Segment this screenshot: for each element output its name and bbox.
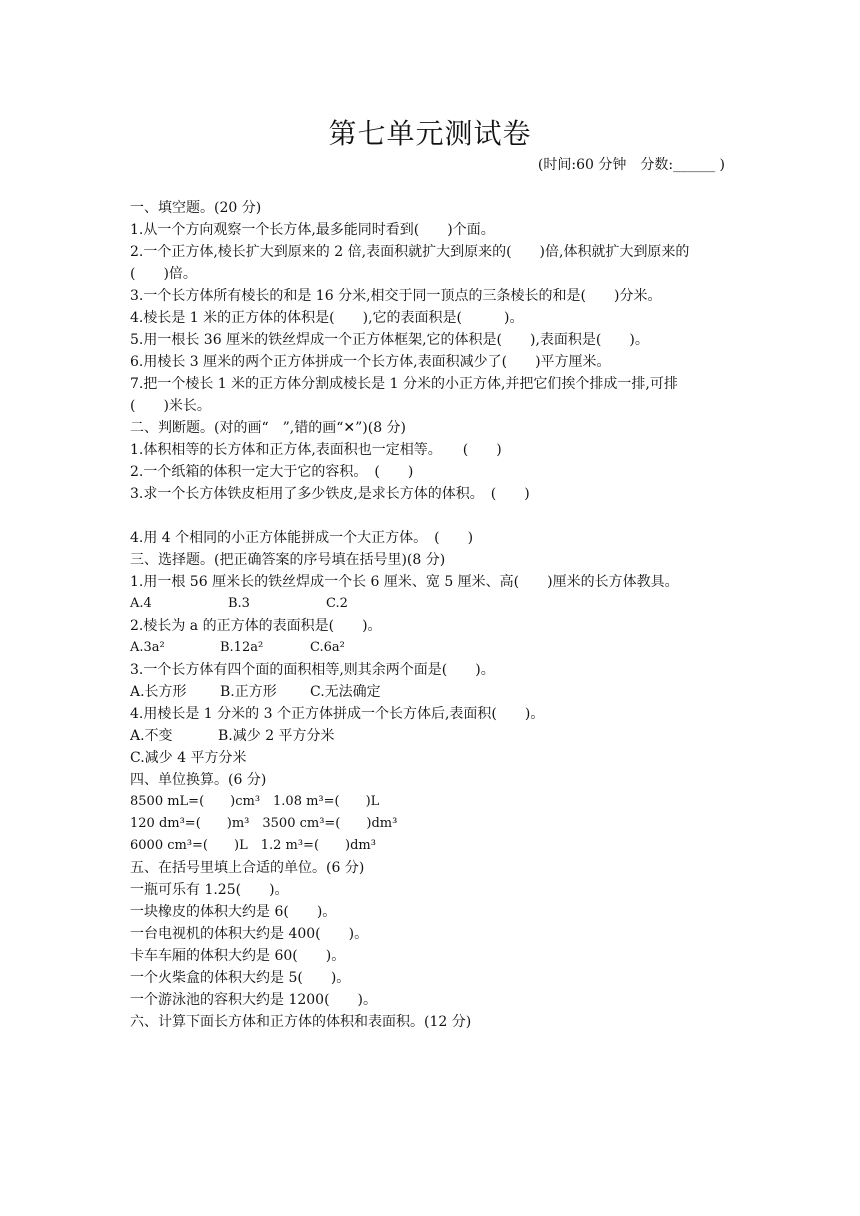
question-text: 7.把一个棱长 1 米的正方体分割成棱长是 1 分米的小正方体,并把它们挨个排成一排,可排 [130,376,678,392]
unit-fill-line: 一块橡皮的体积大约是 6( )。 [130,904,337,920]
conversion-row: 120 dm³=( )m³ 3500 cm³=( )dm³ [130,816,398,831]
question-text: 2.一个纸箱的体积一定大于它的容积。 ( ) [130,464,414,480]
answer-options [130,681,730,703]
page-title: 第七单元测试卷 [328,117,532,150]
unit-fill-line: 卡车车厢的体积大约是 60( )。 [130,948,346,964]
question-text: 3.一个长方体有四个面的面积相等,则其余两个面是( )。 [130,662,495,678]
answer-options [130,593,730,615]
blank-space [130,505,730,527]
question-text: 1.从一个方向观察一个长方体,最多能同时看到( )个面。 [130,222,495,238]
option-c: C.6a² [310,640,345,655]
option-b: B.12a² [220,640,264,655]
answer-options [130,637,730,659]
option-c: C.减少 4 平方分米 [130,750,247,766]
section-heading: 五、在括号里填上合适的单位。(6 分) [130,860,365,876]
conversion-row: 8500 mL=( )cm³ 1.08 m³=( )L [130,794,380,809]
conversion-row: 6000 cm³=( )L 1.2 m³=( )dm³ [130,838,376,853]
option-a: A.3a² [130,640,165,655]
question-text: 6.用棱长 3 厘米的两个正方体拼成一个长方体,表面积减少了( )平方厘米。 [130,354,611,370]
section-heading: 三、选择题。(把正确答案的序号填在括号里)(8 分) [130,552,446,568]
question-text: 2.棱长为 a 的正方体的表面积是( )。 [130,618,382,634]
option-a: A.长方形 [130,684,187,700]
unit-fill-line: 一个火柴盒的体积大约是 5( )。 [130,970,351,986]
option-b: B.减少 2 平方分米 [218,728,335,744]
question-text: ( )倍。 [130,266,197,282]
section-heading: 六、计算下面长方体和正方体的体积和表面积。(12 分) [130,1014,472,1030]
answer-options [130,725,730,747]
option-c: C.无法确定 [310,684,381,700]
section-heading: 四、单位换算。(6 分) [130,772,267,788]
question-text: 3.求一个长方体铁皮柜用了多少铁皮,是求长方体的体积。 ( ) [130,486,530,502]
unit-fill-line: 一个游泳池的容积大约是 1200( )。 [130,992,378,1008]
question-text: 1.体积相等的长方体和正方体,表面积也一定相等。 ( ) [130,442,502,458]
question-text: 4.用 4 个相同的小正方体能拼成一个大正方体。 ( ) [130,530,474,546]
question-text: 4.用棱长是 1 分米的 3 个正方体拼成一个长方体后,表面积( )。 [130,706,545,722]
option-a: A.不变 [130,728,173,744]
option-a: A.4 [130,596,152,611]
option-b: B.3 [228,596,250,611]
option-b: B.正方形 [220,684,277,700]
question-text: 1.用一根 56 厘米长的铁丝焊成一个长 6 厘米、宽 5 厘米、高( )厘米的长方体教具。 [130,574,679,590]
question-text: 4.棱长是 1 米的正方体的体积是( ),它的表面积是( )。 [130,310,524,326]
time-score-line: (时间:60 分钟 分数:______ ) [537,157,725,173]
section-heading: 一、填空题。(20 分) [130,200,262,216]
question-text: 3.一个长方体所有棱长的和是 16 分米,相交于同一顶点的三条棱长的和是( )分米。 [130,288,662,304]
unit-fill-line: 一瓶可乐有 1.25( )。 [130,882,289,898]
question-text: 5.用一根长 36 厘米的铁丝焊成一个正方体框架,它的体积是( ),表面积是( )。 [130,332,649,348]
question-text: 2.一个正方体,棱长扩大到原来的 2 倍,表面积就扩大到原来的( )倍,体积就扩大到原来的 [130,244,690,260]
option-c: C.2 [326,596,348,611]
section-heading: 二、判断题。(对的画“ ”,错的画“✕”)(8 分) [130,420,407,436]
unit-fill-line: 一台电视机的体积大约是 400( )。 [130,926,369,942]
question-text: ( )米长。 [130,398,211,414]
test-content [130,197,730,1033]
